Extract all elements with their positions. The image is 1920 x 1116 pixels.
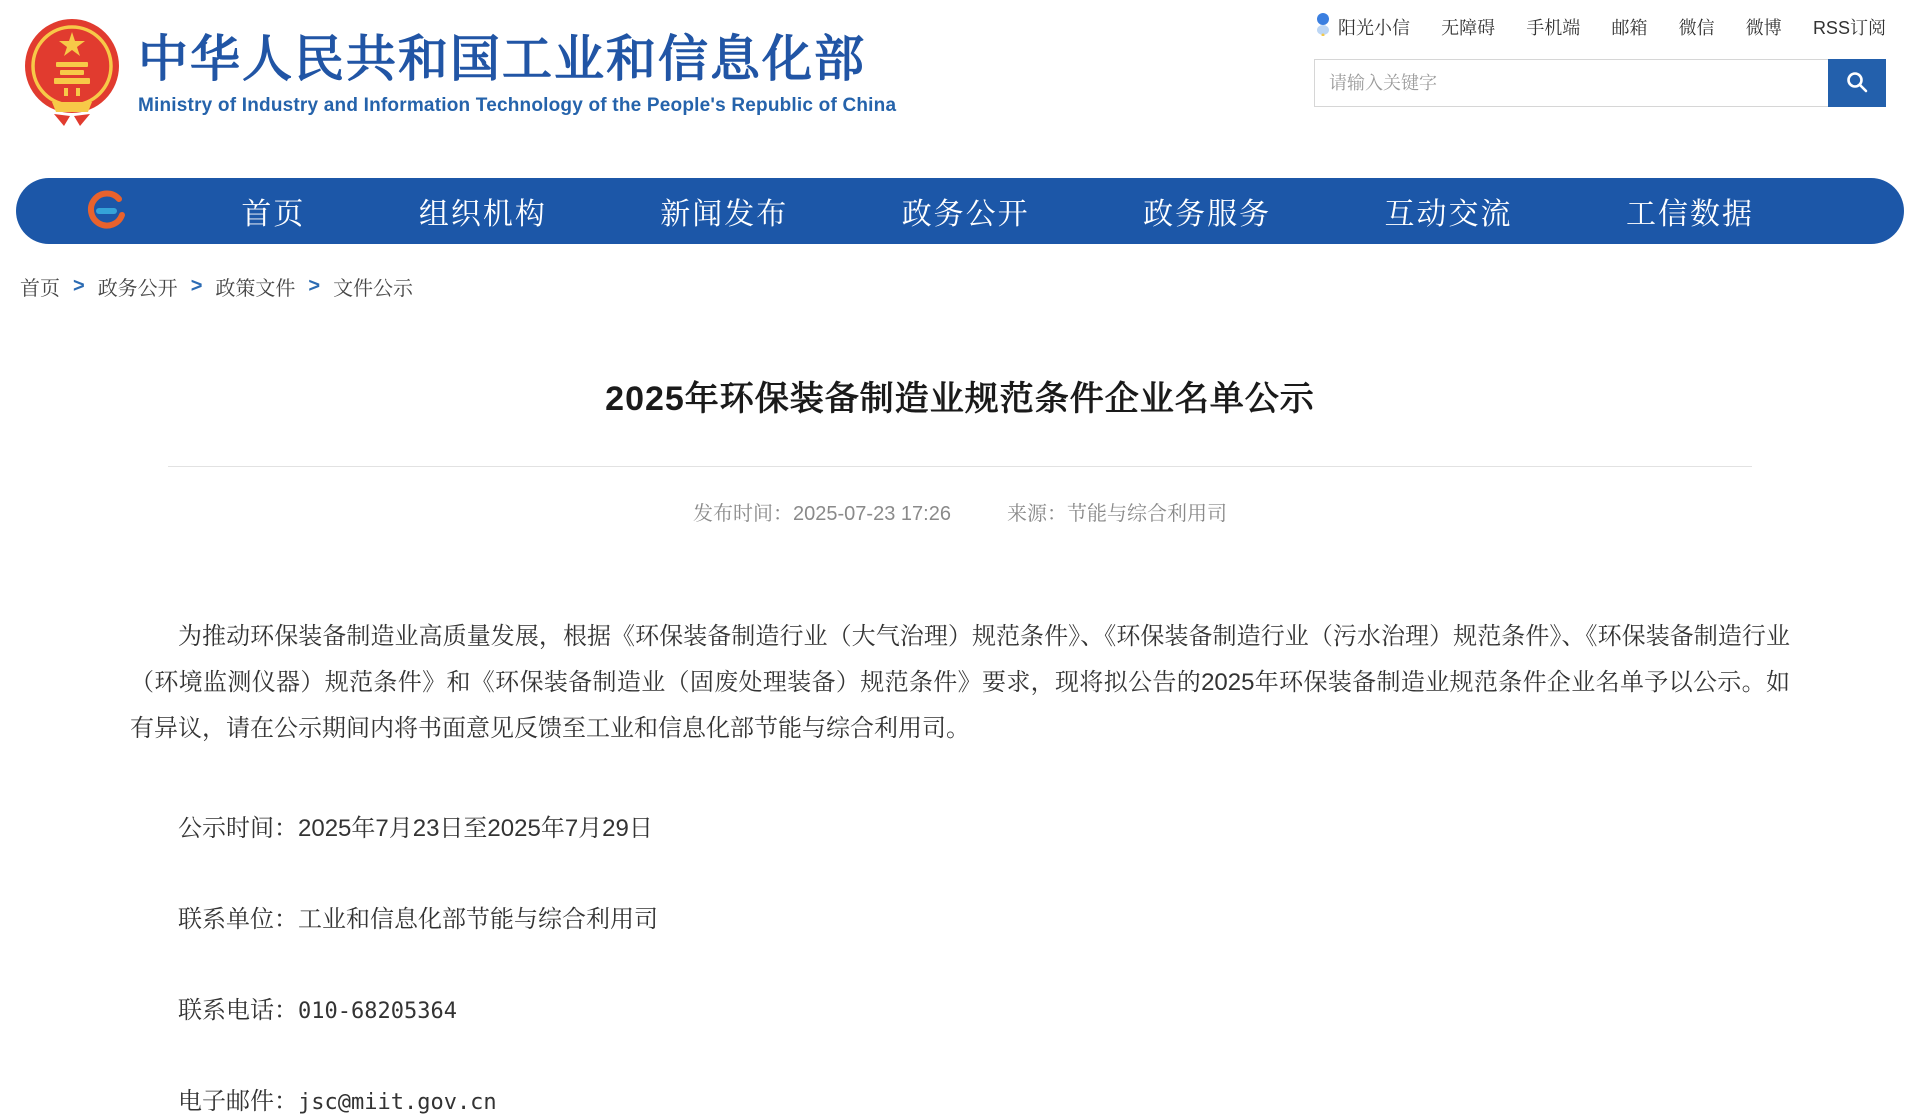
mascot-icon <box>1314 12 1332 41</box>
utility-link-yangguangxiaoxin[interactable] <box>1314 12 1410 41</box>
contact-phone-line <box>130 990 1790 1025</box>
nav-item-gov-services[interactable]: 政务服务 <box>1143 198 1272 231</box>
nav-item-home[interactable]: 首页 <box>241 198 306 231</box>
national-emblem <box>24 16 120 133</box>
site-header <box>0 0 1920 160</box>
utility-link-rss[interactable]: RSS订阅 <box>1812 17 1886 38</box>
search-bar <box>1314 59 1886 107</box>
article-body <box>130 614 1790 1116</box>
source-label: 来源： <box>1006 503 1067 525</box>
utility-link-label: 阳光小信 <box>1338 17 1410 38</box>
breadcrumb-current: 文件公示 <box>333 278 414 300</box>
contact-email-value: jsc@miit.gov.cn <box>298 1090 497 1115</box>
utility-link-accessibility[interactable]: 无障碍 <box>1441 17 1496 38</box>
breadcrumb-gov-disclosure[interactable]: 政务公开 <box>97 278 178 300</box>
site-title: 中华人民共和国工业和信息化部 <box>138 31 866 87</box>
utility-link-wechat[interactable]: 微信 <box>1678 17 1715 38</box>
nav-item-organization[interactable]: 组织机构 <box>418 198 547 231</box>
main-nav <box>16 178 1904 244</box>
breadcrumb-home[interactable]: 首页 <box>20 278 60 300</box>
breadcrumb-separator: > <box>308 275 321 297</box>
title-divider <box>168 466 1752 467</box>
search-input[interactable] <box>1314 59 1828 107</box>
publicity-period-line <box>130 808 1790 843</box>
site-brand[interactable] <box>24 16 896 133</box>
search-icon <box>1845 70 1869 97</box>
utility-link-mail[interactable]: 邮箱 <box>1611 17 1648 38</box>
nav-item-miit-data[interactable]: 工信数据 <box>1625 198 1754 231</box>
contact-email-line <box>130 1081 1790 1116</box>
nav-item-interaction[interactable]: 互动交流 <box>1384 198 1513 231</box>
publish-time-value: 2025-07-23 17:26 <box>793 503 951 525</box>
article-paragraph: 为推动环保装备制造业高质量发展，根据《环保装备制造行业（大气治理）规范条件》、《环保装备制造行业（污水治理）规范条件》、《环保装备制造行业（环境监测仪器）规范条件》和《环保装备制造业（固废处理装备）规范条件》要求，现将拟公告的2025年环保装备制造业规范条件企业名单予以公示。如有异议，请在公示期间内将书面意见反馈至工业和信息化部节能与综合利用司。 <box>130 623 1790 742</box>
nav-logo-icon[interactable] <box>86 190 128 232</box>
source-value: 节能与综合利用司 <box>1066 503 1227 525</box>
contact-unit-label: 联系单位： <box>178 906 298 933</box>
publish-time-label: 发布时间： <box>693 503 794 525</box>
article-meta <box>0 497 1920 526</box>
site-subtitle: Ministry of Industry and Information Technology of the People's Republic of China <box>138 95 897 116</box>
breadcrumb-policy-files[interactable]: 政策文件 <box>215 278 296 300</box>
utility-links <box>1314 12 1886 41</box>
breadcrumb-separator: > <box>73 275 85 297</box>
breadcrumb-separator: > <box>190 275 203 297</box>
article-title: 2025年环保装备制造业规范条件企业名单公示 <box>605 380 1315 418</box>
utility-link-weibo[interactable]: 微博 <box>1745 17 1782 38</box>
utility-link-mobile[interactable]: 手机端 <box>1526 17 1581 38</box>
nav-item-news[interactable]: 新闻发布 <box>660 198 789 231</box>
contact-unit-value: 工业和信息化部节能与综合利用司 <box>298 906 658 933</box>
contact-phone-value: 010-68205364 <box>298 999 457 1024</box>
contact-unit-line <box>130 899 1790 934</box>
publicity-period-value: 2025年7月23日至2025年7月29日 <box>298 815 653 842</box>
article <box>0 371 1920 1116</box>
nav-item-gov-disclosure[interactable]: 政务公开 <box>901 198 1030 231</box>
header-utilities <box>1314 12 1886 107</box>
search-button[interactable] <box>1828 59 1886 107</box>
publicity-period-label: 公示时间： <box>178 815 298 842</box>
breadcrumb <box>20 272 1920 301</box>
contact-email-label: 电子邮件： <box>178 1088 298 1115</box>
contact-phone-label: 联系电话： <box>178 997 298 1024</box>
